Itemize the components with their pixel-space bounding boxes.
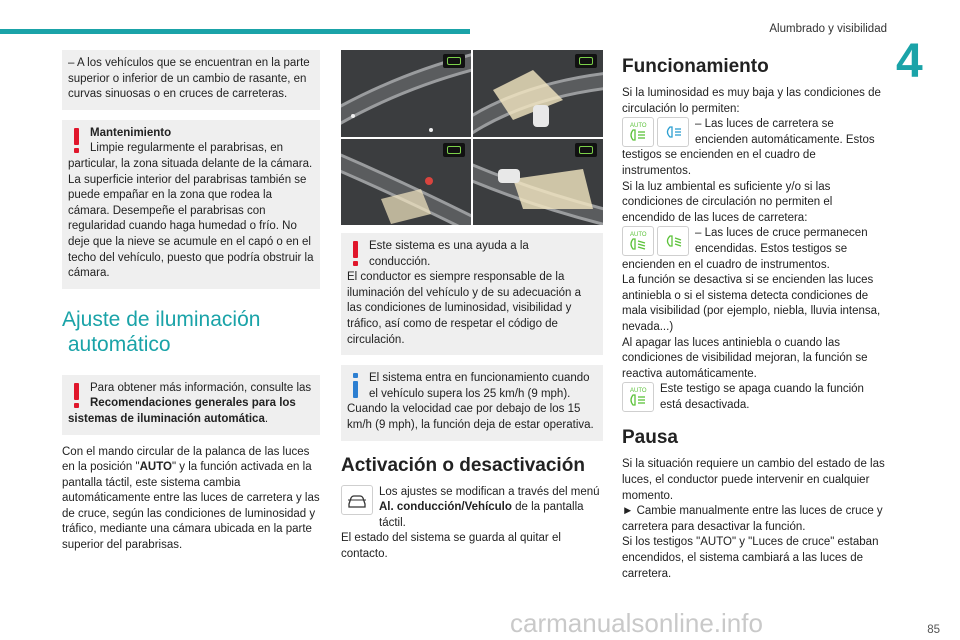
info-icon [349, 373, 363, 399]
illustration-grid [341, 50, 603, 225]
warning-icon [70, 128, 84, 154]
auto-label: AUTO [630, 388, 647, 395]
pause-text-3: Si los testigos "AUTO" y "Luces de cruce" estaban encendidos, el sistema cambiará a las luces de carretera. [622, 536, 879, 580]
column-3 [622, 50, 887, 582]
speed-info-box [341, 365, 603, 440]
chapter-number: 4 [896, 35, 923, 88]
high-beam-rest: testigos se encienden en el cuadro de instrumentos. [622, 149, 816, 177]
section-heading-operation: Funcionamiento [622, 56, 769, 77]
pause-text-1: Si la situación requiere un cambio del estado de las luces, el conductor puede intervenir en cualquier momento. [622, 458, 885, 502]
off-row [622, 382, 887, 413]
heading-line1: Ajuste de iluminación [62, 307, 261, 331]
section-heading-pause: Pausa [622, 427, 678, 449]
maintenance-line1: Limpie regularmente el parabrisas, en [90, 142, 284, 155]
settings-row [341, 485, 603, 532]
illustration-road-2 [473, 50, 603, 137]
reference-line3: sistemas de iluminación automática. [68, 412, 269, 425]
info-line2: el vehículo supera los 25 km/h (9 mph). [369, 387, 571, 400]
auto-high-beam-icon [622, 117, 654, 147]
column-2 [341, 50, 603, 563]
off-text: Este testigo se apaga cuando la función está desactivada. [660, 383, 864, 411]
note-list-item: – A los vehículos que se encuentran en la parte superior o inferior de un cambio de rasante, en curvas sinuosas o en cruces de carreteras. [68, 57, 310, 101]
illustration-road-1 [341, 50, 471, 137]
illustration-road-4 [473, 139, 603, 226]
operation-intro: Si la luminosidad es muy baja y las condiciones de circulación lo permiten: [622, 87, 881, 115]
high-beam-row [622, 117, 887, 148]
section-heading-auto-lighting [62, 307, 320, 357]
warning-icon [349, 241, 363, 267]
fog-off-text: Al apagar las luces antiniebla o cuando las condiciones de visibilidad mejoran, la función se reactiva automáticamente. [622, 336, 868, 380]
auto-lamp-badge-icon [443, 54, 465, 68]
maintenance-warning-box [62, 120, 320, 289]
auto-lamp-badge-icon [575, 54, 597, 68]
info-body: Cuando la velocidad cae por debajo de los 15 km/h (9 mph), la función deja de estar operativa. [347, 403, 594, 431]
low-beam-rest: encienden en el cuadro de instrumentos. [622, 258, 830, 271]
low-beam-row [622, 226, 887, 257]
section-heading-activation: Activación o desactivación [341, 454, 585, 476]
auto-label: AUTO [630, 232, 647, 239]
settings-end: El estado del sistema se guarda al quitar el contacto. [341, 532, 561, 560]
note-box [62, 50, 320, 110]
pause-text-2: ► Cambie manualmente entre las luces de cruce y carretera para desactivar la función. [622, 505, 883, 533]
auto-lamp-badge-icon [443, 143, 465, 157]
maintenance-body: particular, la zona situada delante de la cámara. La superficie interior del parabrisas también se puede empañar en la zona que rodea la cámara. Desempeñe el parabrisas con regularidad cuando haga humedad o frío. No deje que la nieve se acumule en el capó o en el techo del vehículo, puesto que podría obstruir la cámara. [68, 157, 314, 280]
auto-lamp-badge-icon [575, 143, 597, 157]
watermark: carmanualsonline.info [510, 608, 763, 638]
header-accent-bar [0, 29, 470, 34]
heading-line2: automático [67, 332, 171, 356]
column-1 [62, 50, 320, 554]
reference-line1: Para obtener más información, consulte las [90, 381, 312, 394]
ambient-text: Si la luz ambiental es suficiente y/o si las condiciones de circulación no permiten el encendido de las luces de carretera: [622, 180, 833, 224]
auto-low-beam-icon [622, 226, 654, 256]
maintenance-title: Mantenimiento [90, 126, 172, 139]
settings-text: Los ajustes se modifican a través del menú Al. conducción/Vehículo de la pantalla táctil. [379, 485, 600, 529]
page-number: 85 [927, 624, 940, 636]
warning-line2: conducción. [369, 255, 431, 268]
auto-lamp-icon [622, 382, 654, 412]
high-beam-icon [657, 117, 689, 147]
fog-text: La función se desactiva si se encienden las luces antiniebla o si el sistema detecta condiciones de mala visibilidad (por ejemplo, niebla, lluvia intensa, nevada...) [622, 274, 881, 333]
warning-line1: Este sistema es una ayuda a la [369, 240, 529, 252]
low-beam-text: – Las luces de cruce permanecen encendidas. Estos testigos se [695, 227, 868, 255]
warning-body: El conductor es siempre responsable de la iluminación del vehículo y de su adecuación a las condiciones de luminosidad, visibilidad y tráfico, así como de respetar el código de circulación. [347, 271, 581, 346]
auto-label: AUTO [630, 123, 647, 130]
driver-responsibility-warning-box [341, 233, 603, 355]
info-line1: El sistema entra en funcionamiento cuando [369, 372, 590, 385]
auto-lighting-description: Con el mando circular de la palanca de las luces en la posición "AUTO" y la función activada en la pantalla táctil, este sistema cambia automáticamente entre las luces de carretera y las de cruce, según las condiciones de luminosidad y tráfico, mediante una cámara ubicada en la parte superior del parabrisas. [62, 445, 320, 552]
car-settings-icon [341, 485, 373, 515]
reference-warning-box [62, 375, 320, 435]
low-beam-icon [657, 226, 689, 256]
section-title: Alumbrado y visibilidad [769, 23, 887, 35]
high-beam-text: – Las luces de carretera se encienden automáticamente. Estos [695, 118, 875, 146]
reference-bold1: Recomendaciones generales para los [90, 397, 296, 410]
illustration-road-3 [341, 139, 471, 226]
warning-icon [70, 383, 84, 409]
